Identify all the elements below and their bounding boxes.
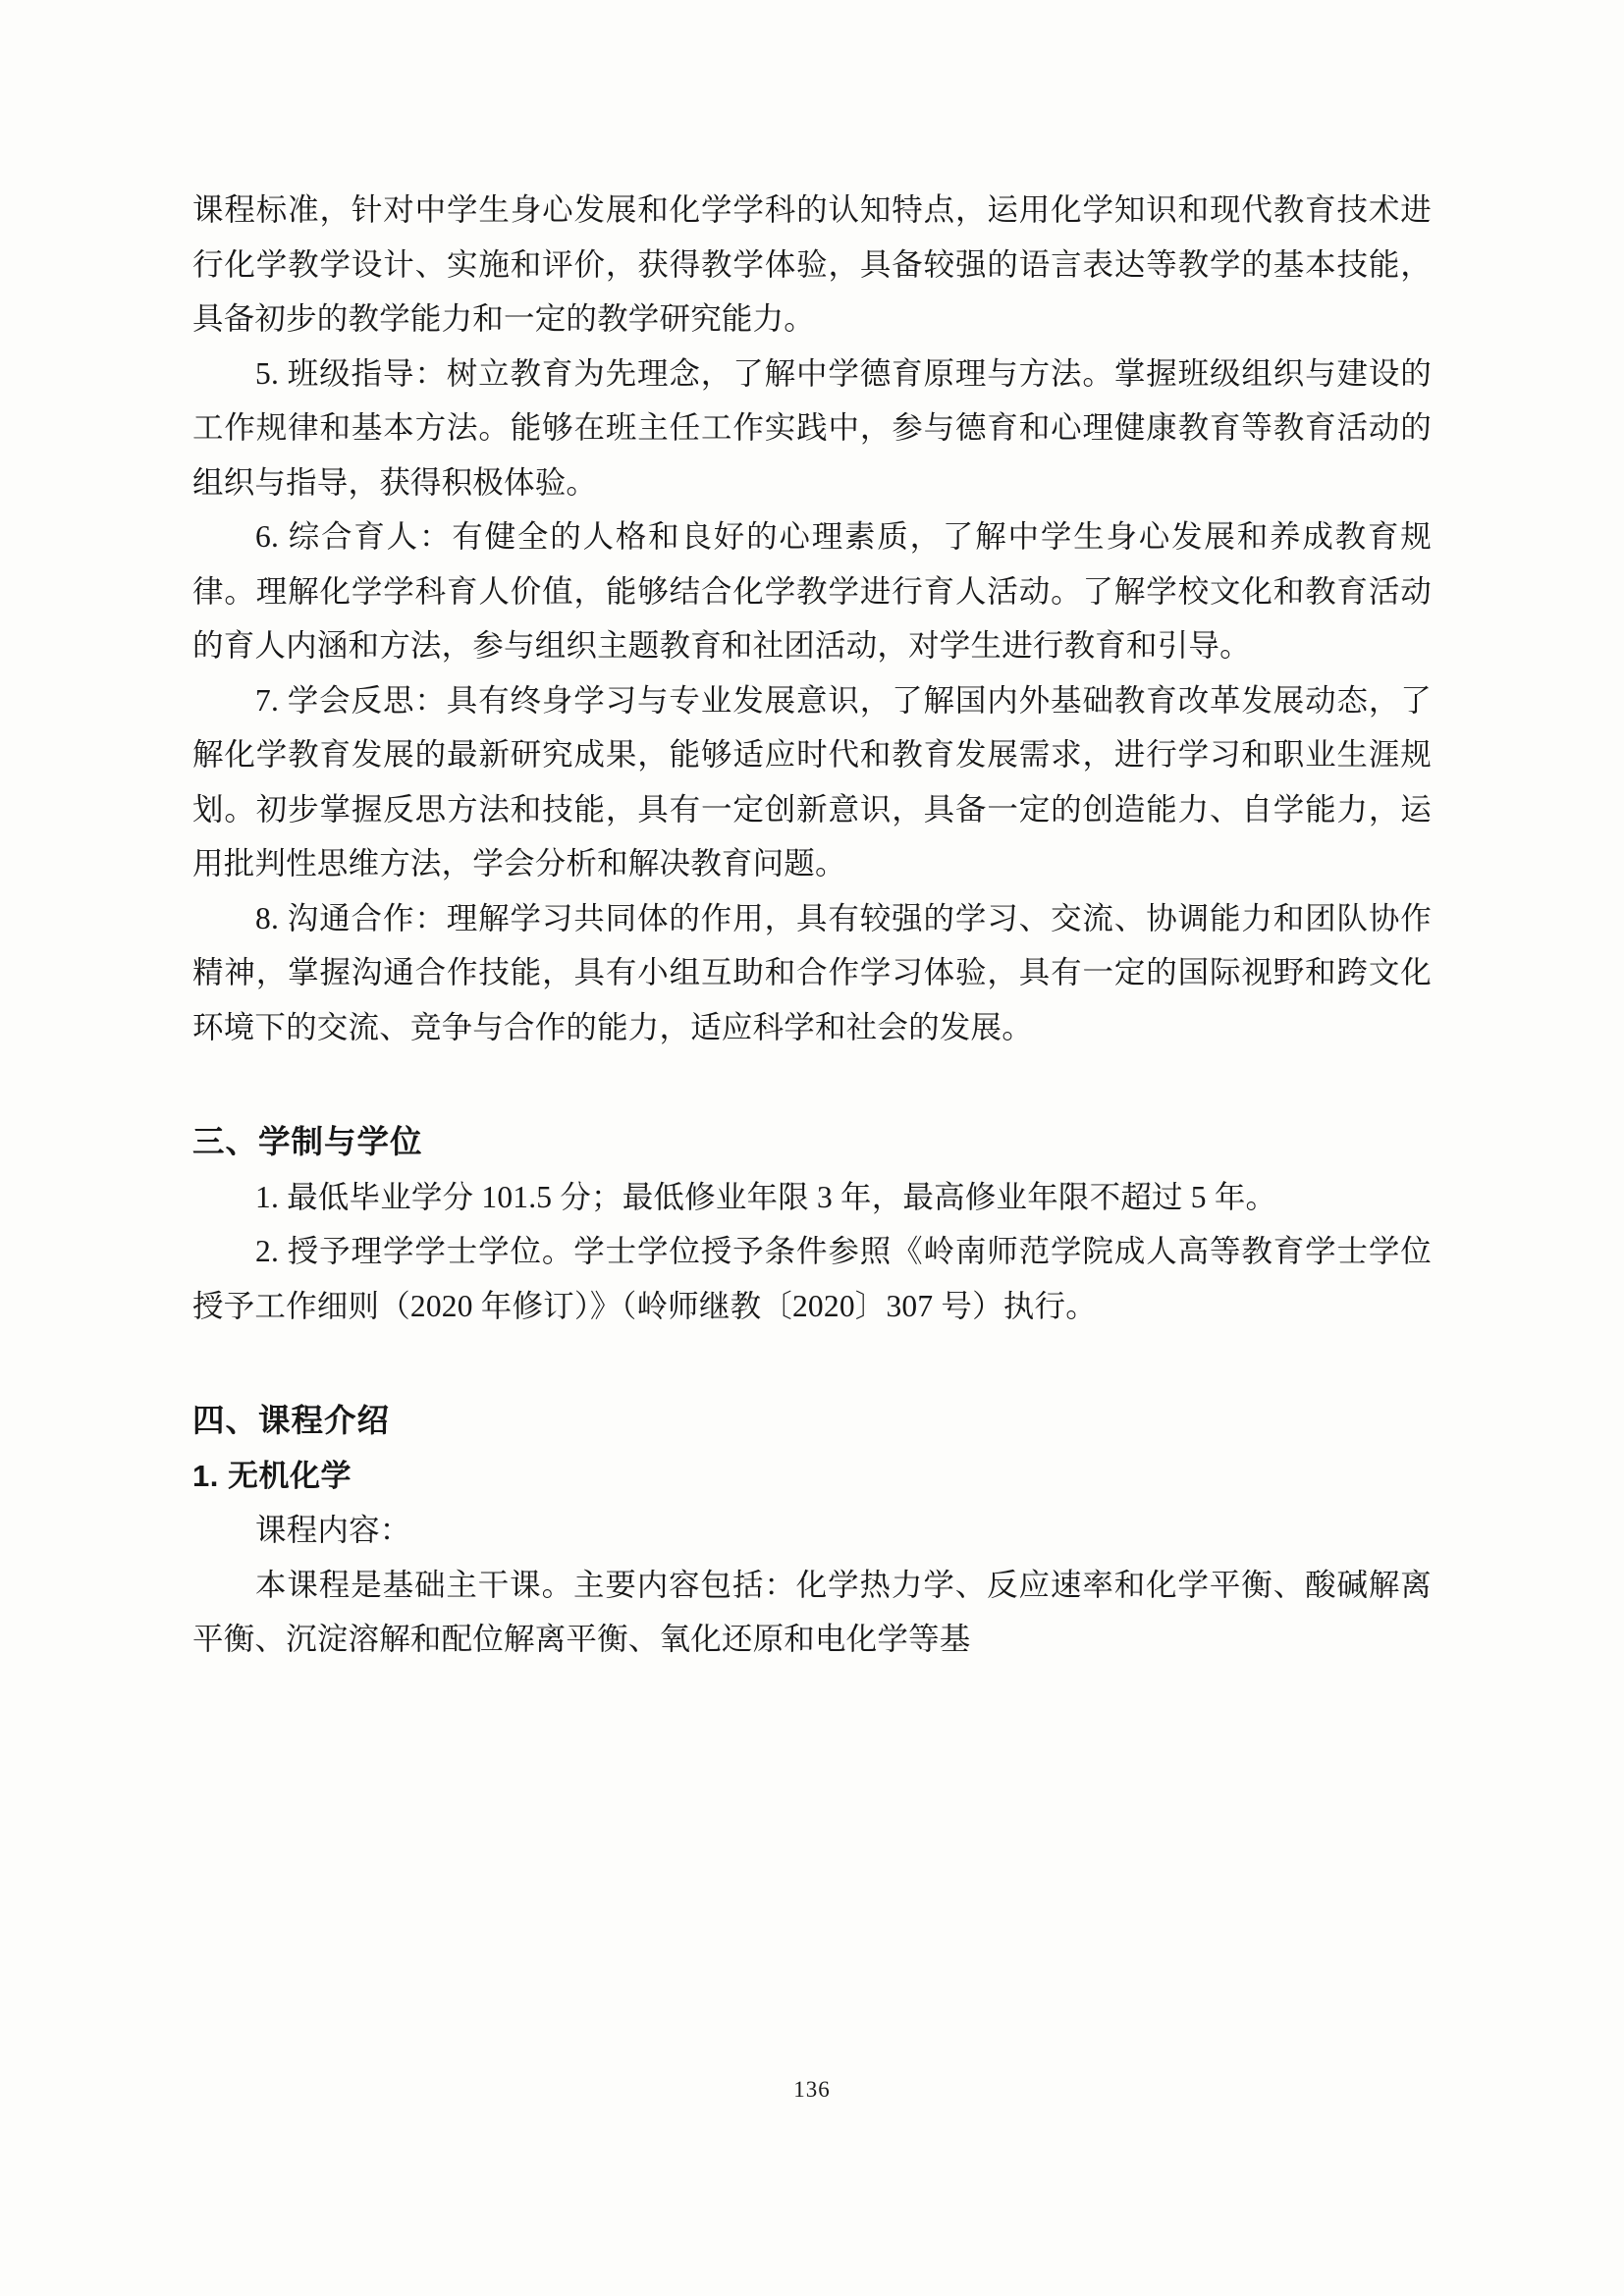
course-content-label: 课程内容： (255, 1513, 411, 1547)
paragraph-degree-1: 1. 最低毕业学分 101.5 分；最低修业年限 3 年，最高修业年限不超过 5 年。 (255, 1179, 1277, 1214)
paragraph-item-7: 7. 学会反思：具有终身学习与专业发展意识，了解国内外基础教育改革发展动态，了解化学教育发展的最新研究成果，能够适应时代和教育发展需求，进行学习和职业生涯规划。初步掌握反思方法和技能，具有一定创新意识，具备一定的创造能力、自学能力，运用批判性思维方法，学会分析和解决教育问题。 (192, 682, 1432, 881)
page-number: 136 (793, 2077, 831, 2102)
spacer-before-section-three (192, 1054, 1432, 1115)
paragraph-degree-2: 2. 授予理学学士学位。学士学位授予条件参照《岭南师范学院成人高等教育学士学位授予工作细则（2020 年修订）》（岭师继教〔2020〕307 号）执行。 (192, 1234, 1432, 1323)
page-content (192, 183, 1432, 1667)
paragraph-item-6: 6. 综合育人：有健全的人格和良好的心理素质，了解中学生身心发展和养成教育规律。理解化学学科育人价值，能够结合化学教学进行育人活动。了解学校文化和教育活动的育人内涵和方法，参与组织主题教育和社团活动，对学生进行教育和引导。 (192, 519, 1432, 663)
paragraph-item-8: 8. 沟通合作：理解学习共同体的作用，具有较强的学习、交流、协调能力和团队协作精神，掌握沟通合作技能，具有小组互助和合作学习体验，具有一定的国际视野和跨文化环境下的交流、竞争与合作的能力，适应科学和社会的发展。 (192, 900, 1432, 1044)
paragraph-continued: 课程标准，针对中学生身心发展和化学学科的认知特点，运用化学知识和现代教育技术进行化学教学设计、实施和评价，获得教学体验，具备较强的语言表达等教学的基本技能，具备初步的教学能力和一定的教学研究能力。 (192, 192, 1432, 336)
paragraph-item-5: 5. 班级指导：树立教育为先理念，了解中学德育原理与方法。掌握班级组织与建设的工作规律和基本方法。能够在班主任工作实践中，参与德育和心理健康教育等教育活动的组织与指导，获得积极体验。 (192, 355, 1432, 500)
spacer-before-section-four (192, 1333, 1432, 1394)
section-heading-three: 三、学制与学位 (192, 1124, 423, 1159)
course-title-inorganic-chemistry: 1. 无机化学 (192, 1458, 352, 1493)
section-heading-four: 四、课程介绍 (192, 1403, 391, 1438)
course-description: 本课程是基础主干课。主要内容包括：化学热力学、反应速率和化学平衡、酸碱解离平衡、沉淀溶解和配位解离平衡、氧化还原和电化学等基 (192, 1567, 1432, 1656)
